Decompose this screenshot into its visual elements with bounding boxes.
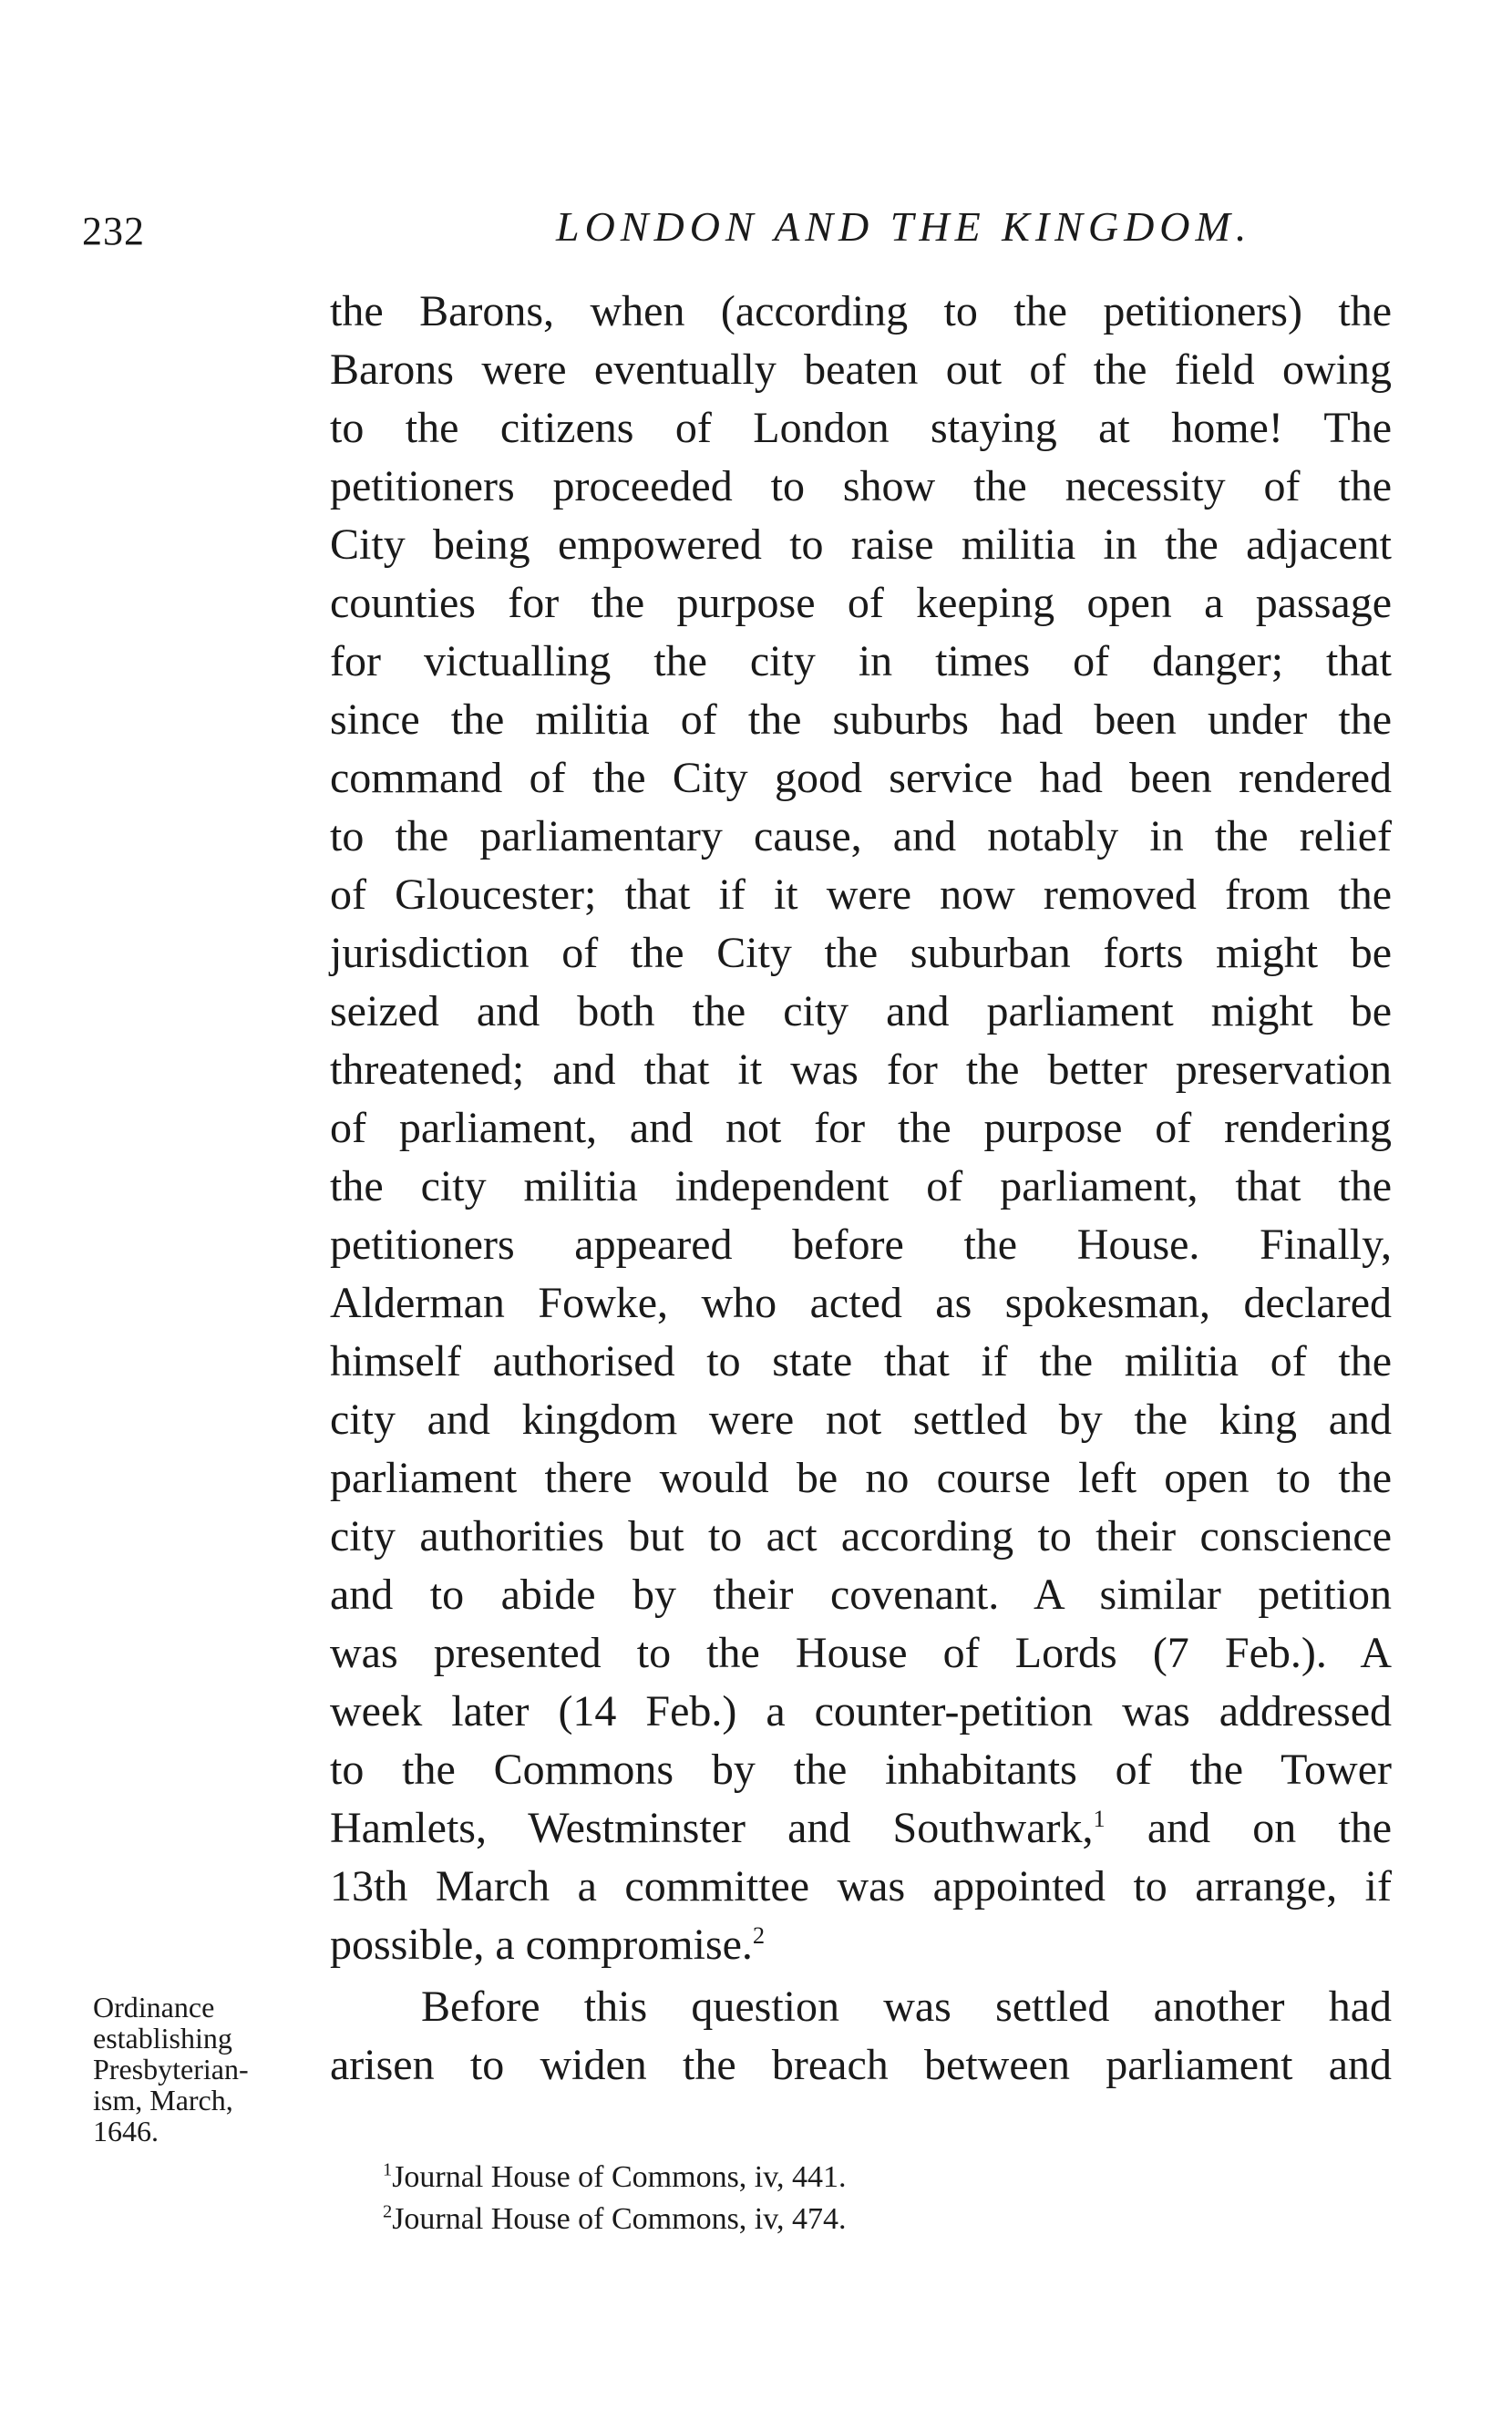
text-line: petitioners appeared before the House. Finally, <box>330 1220 1392 1269</box>
text-line: to the parliamentary cause, and notably in the relief <box>330 812 1392 860</box>
footnotes <box>383 2157 847 2240</box>
text-line: city authorities but to act according to their conscience <box>330 1512 1392 1560</box>
text-line: City being empowered to raise militia in the adjacent <box>330 520 1392 569</box>
text-segment: and on the <box>1105 1804 1392 1852</box>
footnote-reference: 2 <box>752 1921 766 1949</box>
paragraph-2 <box>330 1978 1392 2095</box>
text-line: command of the City good service had been rendered <box>330 754 1392 802</box>
paragraph-1 <box>330 283 1392 1974</box>
footnote-text: Journal House of Commons, iv, 441. <box>392 2160 847 2194</box>
text-line: to the Commons by the inhabitants of the Tower <box>330 1746 1392 1794</box>
text-line: to the citizens of London staying at home! The <box>330 404 1392 452</box>
footnote <box>383 2157 847 2199</box>
text-line: Alderman Fowke, who acted as spokesman, declared <box>330 1279 1392 1327</box>
footnote <box>383 2199 847 2240</box>
text-line: since the militia of the suburbs had been under the <box>330 695 1392 744</box>
text-line: Before this question was settled another had <box>421 1983 1392 2031</box>
text-line: himself authorised to state that if the militia of the <box>330 1337 1392 1385</box>
running-head: LONDON AND THE KINGDOM. <box>556 203 1252 250</box>
sidenote-line: ism, March, <box>93 2084 233 2116</box>
text-line <box>330 1799 1392 1858</box>
text-line: petitioners proceeded to show the necessity of the <box>330 462 1392 510</box>
footnote-reference: 1 <box>1093 1805 1106 1832</box>
text-segment: possible, a compromise. <box>330 1921 753 1969</box>
text-line: jurisdiction of the City the suburban forts might be <box>330 929 1392 977</box>
text-line: arisen to widen the breach between parliament and <box>330 2041 1392 2089</box>
sidenote-line: Presbyterian- <box>93 2053 249 2086</box>
text-segment: Hamlets, Westminster and Southwark, <box>330 1804 1094 1852</box>
margin-sidenote <box>93 1992 312 2147</box>
text-line: counties for the purpose of keeping open a passage <box>330 579 1392 627</box>
text-line: and to abide by their covenant. A similar petition <box>330 1571 1392 1619</box>
text-line: seized and both the city and parliament might be <box>330 987 1392 1035</box>
text-line: threatened; and that it was for the better preservation <box>330 1045 1392 1094</box>
footnote-text: Journal House of Commons, iv, 474. <box>392 2202 847 2236</box>
text-line: Barons were eventually beaten out of the field owing <box>330 345 1392 394</box>
text-line: city and kingdom were not settled by the king and <box>330 1396 1392 1444</box>
text-line: 13th March a committee was appointed to arrange, if <box>330 1862 1392 1910</box>
text-line: the city militia independent of parliament, that the <box>330 1162 1392 1210</box>
sidenote-line: 1646. <box>93 2115 159 2147</box>
text-line: parliament there would be no course left open to the <box>330 1454 1392 1502</box>
text-line <box>330 1916 1392 1974</box>
text-line: week later (14 Feb.) a counter-petition was addressed <box>330 1687 1392 1735</box>
text-line: of Gloucester; that if it were now removed from the <box>330 870 1392 919</box>
text-line: was presented to the House of Lords (7 Feb.). A <box>330 1629 1392 1677</box>
footnote-mark: 1 <box>383 2159 393 2180</box>
footnote-mark: 2 <box>383 2201 393 2222</box>
sidenote-line: establishing <box>93 2022 232 2055</box>
sidenote-line: Ordinance <box>93 1991 215 2024</box>
text-line: for victualling the city in times of danger; that <box>330 637 1392 685</box>
page-number: 232 <box>82 209 145 253</box>
text-line: of parliament, and not for the purpose of rendering <box>330 1104 1392 1152</box>
text-line: the Barons, when (according to the petitioners) the <box>330 287 1392 335</box>
